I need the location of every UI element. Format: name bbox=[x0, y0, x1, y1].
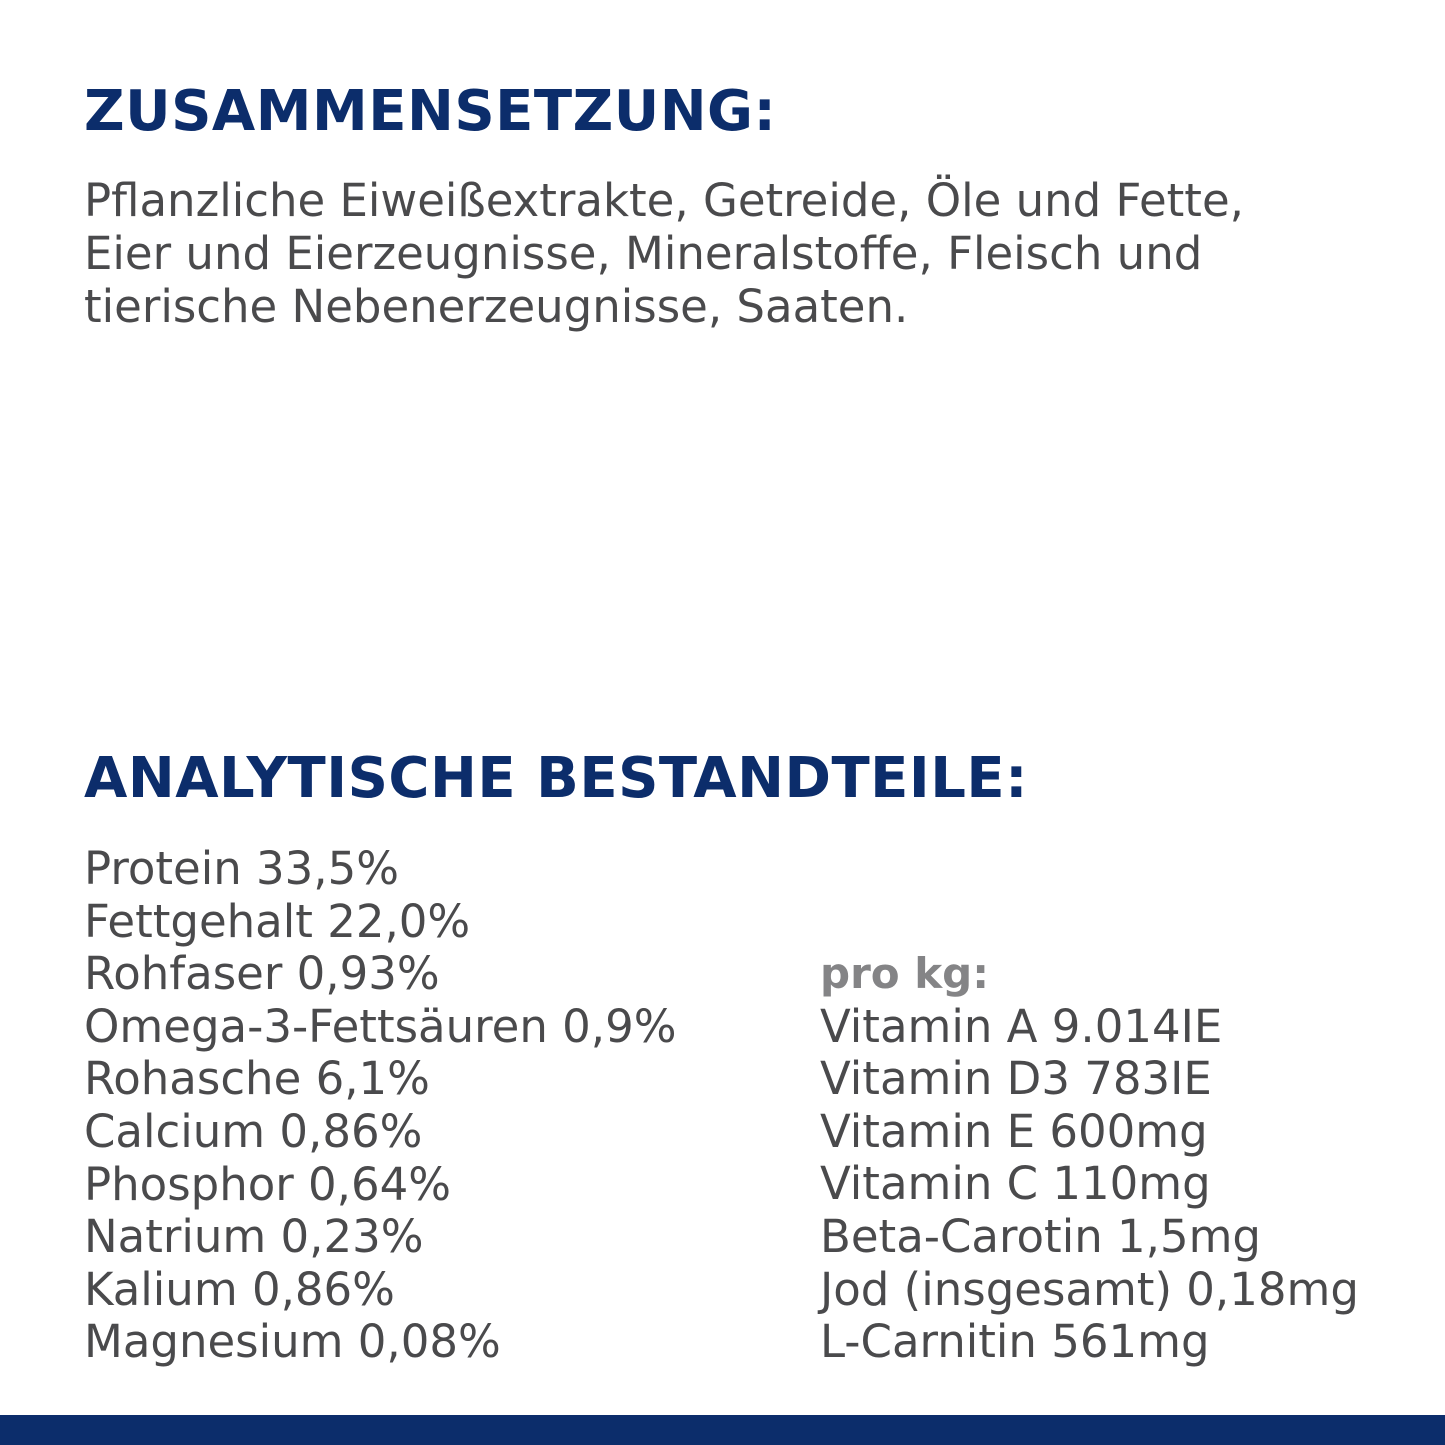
per-kg-item-vitamin-a: Vitamin A 9.014IE bbox=[820, 999, 1223, 1053]
composition-line: Pflanzliche Eiweißextrakte, Getreide, Öle und Fette, bbox=[84, 174, 1244, 227]
analytic-item-fat: Fettgehalt 22,0% bbox=[84, 894, 471, 948]
per-kg-block bbox=[820, 948, 1359, 1369]
analytic-item-calcium: Calcium 0,86% bbox=[84, 1104, 423, 1158]
analytic-item-phosphorus: Phosphor 0,64% bbox=[84, 1157, 452, 1211]
analytic-item-ash: Rohasche 6,1% bbox=[84, 1052, 430, 1106]
per-kg-heading: pro kg: bbox=[820, 949, 990, 998]
composition-text bbox=[84, 174, 1404, 333]
analytic-list bbox=[84, 843, 676, 1369]
composition-line: tierische Nebenerzeugnisse, Saaten. bbox=[84, 280, 909, 333]
bottom-bar bbox=[0, 1415, 1445, 1445]
analytic-item-fiber: Rohfaser 0,93% bbox=[84, 947, 440, 1001]
analytic-item-protein: Protein 33,5% bbox=[84, 842, 399, 895]
per-kg-item-beta-carotin: Beta-Carotin 1,5mg bbox=[820, 1209, 1261, 1263]
analytic-item-potassium: Kalium 0,86% bbox=[84, 1262, 395, 1316]
composition-heading: ZUSAMMENSETZUNG: bbox=[84, 79, 777, 144]
per-kg-item-vitamin-d3: Vitamin D3 783IE bbox=[820, 1052, 1212, 1106]
per-kg-item-l-carnitin: L-Carnitin 561mg bbox=[820, 1315, 1210, 1369]
composition-line: Eier und Eierzeugnisse, Mineralstoffe, Fleisch und bbox=[84, 227, 1203, 280]
analytic-item-magnesium: Magnesium 0,08% bbox=[84, 1315, 501, 1369]
per-kg-item-vitamin-c: Vitamin C 110mg bbox=[820, 1157, 1211, 1211]
per-kg-item-iodine: Jod (insgesamt) 0,18mg bbox=[820, 1262, 1359, 1316]
analytic-item-sodium: Natrium 0,23% bbox=[84, 1210, 424, 1264]
analytic-item-omega3: Omega-3-Fettsäuren 0,9% bbox=[84, 999, 677, 1053]
per-kg-item-vitamin-e: Vitamin E 600mg bbox=[820, 1104, 1208, 1158]
analytic-heading: ANALYTISCHE BESTANDTEILE: bbox=[84, 746, 1029, 811]
